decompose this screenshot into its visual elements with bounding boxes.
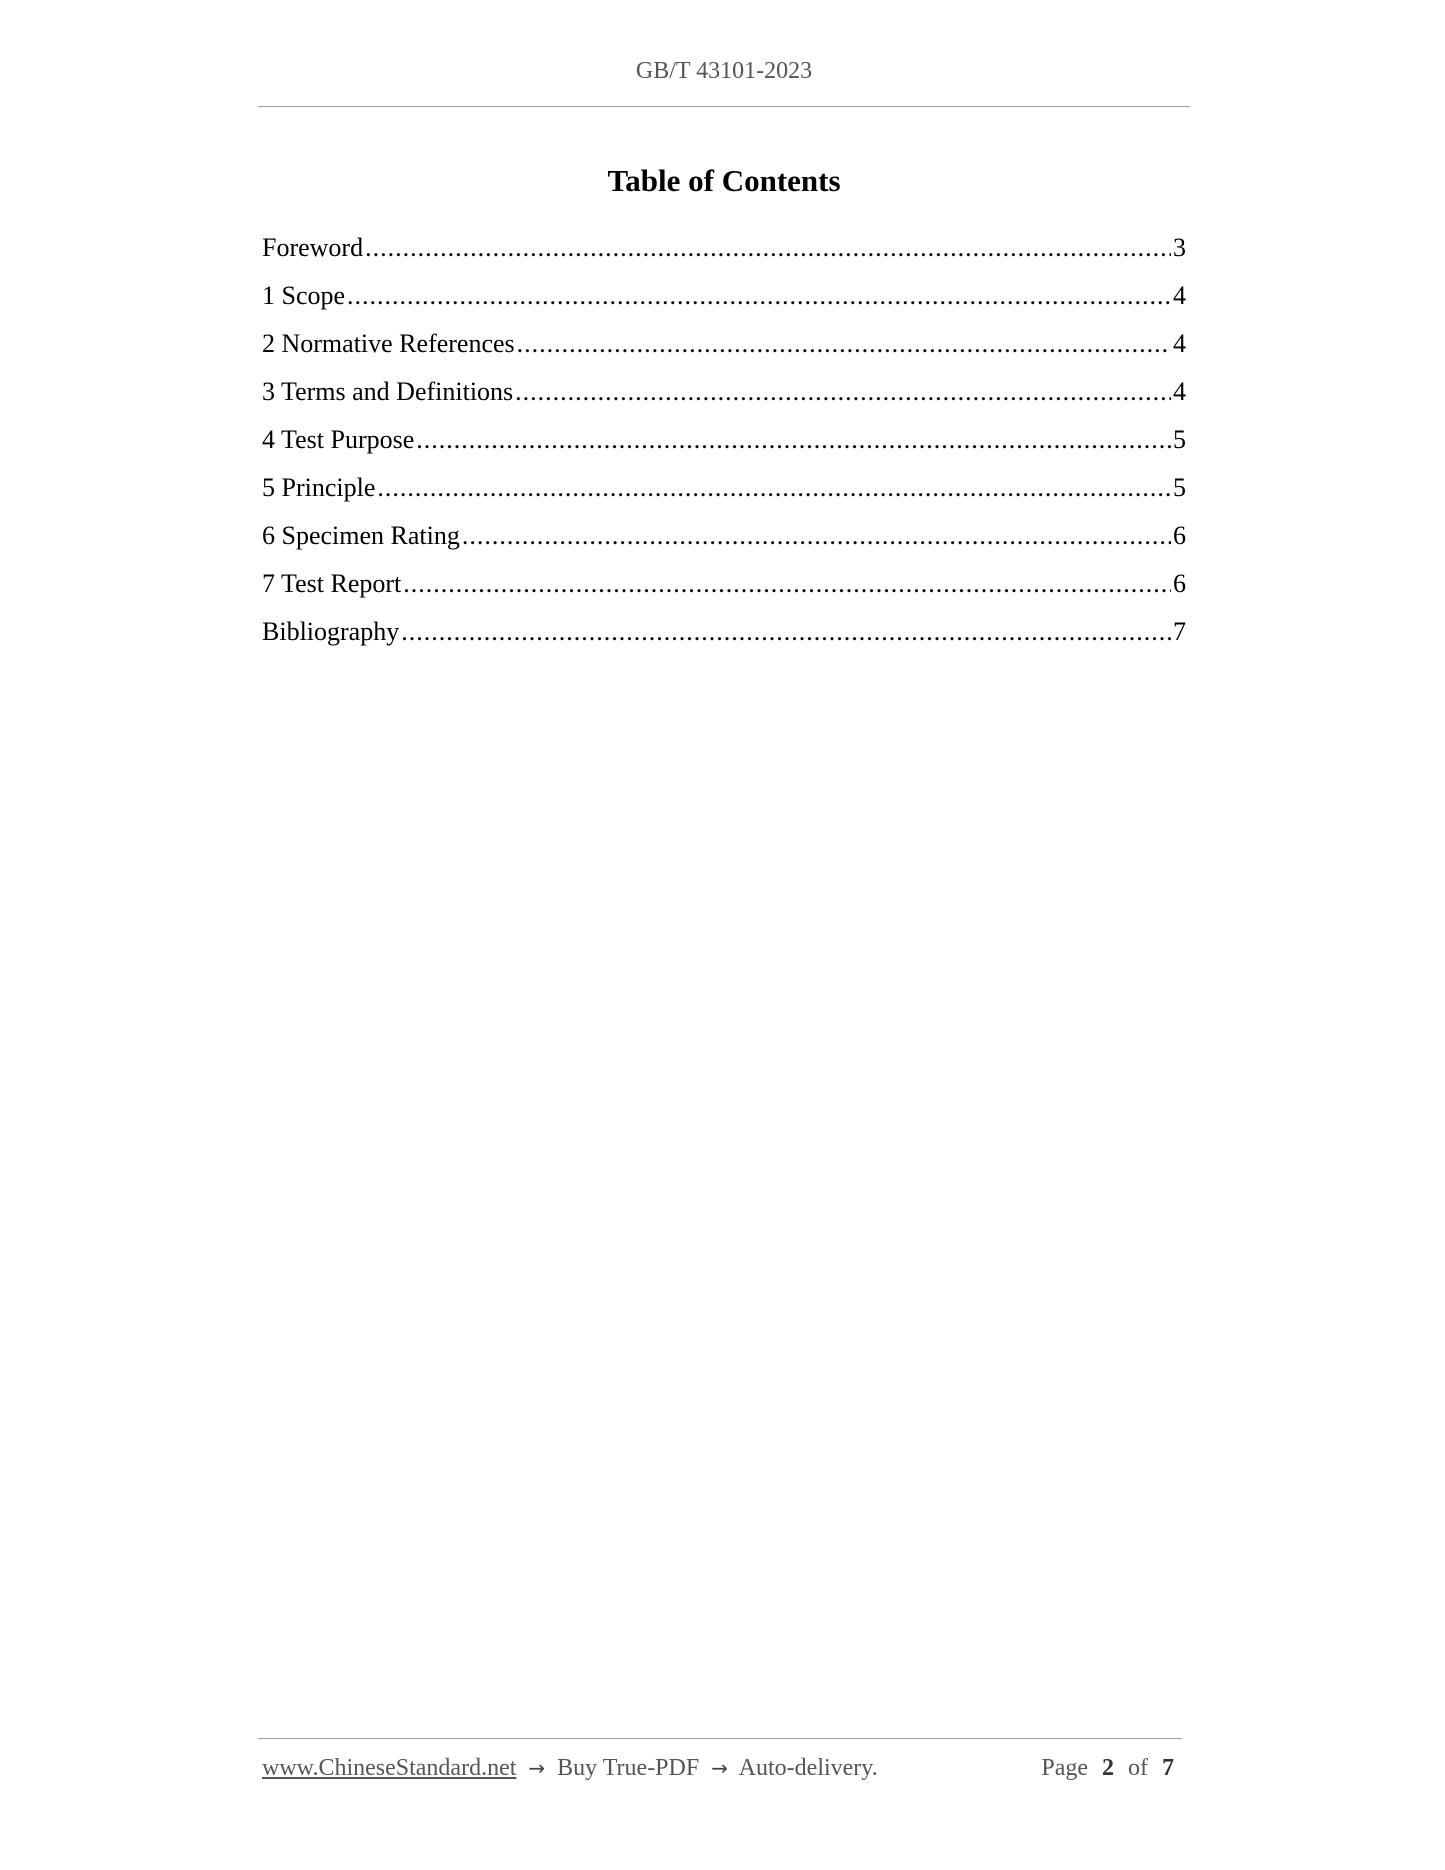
toc-entry-label: 1 Scope	[262, 281, 346, 310]
toc-dot-leader	[515, 374, 1171, 410]
toc-entry-page: 4	[1173, 377, 1186, 406]
toc-entry-page: 4	[1173, 329, 1186, 358]
toc-entry-bibliography[interactable]	[262, 614, 1186, 662]
toc-entry-page: 3	[1173, 233, 1186, 262]
toc-entry-label: Foreword	[262, 233, 364, 262]
toc-dot-leader	[416, 422, 1171, 458]
toc-dot-leader	[401, 614, 1171, 650]
header-divider	[258, 106, 1190, 107]
toc-entry-specimen-rating[interactable]	[262, 518, 1186, 566]
toc-entry-page: 6	[1173, 521, 1186, 550]
toc-entry-terms-and-definitions[interactable]	[262, 374, 1186, 422]
toc-entry-page: 5	[1173, 425, 1186, 454]
toc-entry-label: 2 Normative References	[262, 329, 515, 358]
current-page-number: 2	[1102, 1755, 1114, 1781]
footer-step-buy: Buy True-PDF	[557, 1755, 700, 1781]
page-word: Page	[1041, 1755, 1088, 1781]
toc-entry-page: 5	[1173, 473, 1186, 502]
toc-entry-label: 5 Principle	[262, 473, 376, 502]
toc-entry-label: Bibliography	[262, 617, 400, 646]
right-arrow-icon: →	[528, 1756, 546, 1780]
toc-entry-page: 6	[1173, 569, 1186, 598]
toc-entry-principle[interactable]	[262, 470, 1186, 518]
document-header	[258, 58, 1190, 85]
toc-dot-leader	[462, 518, 1171, 554]
toc-entry-page: 4	[1173, 281, 1186, 310]
website-link[interactable]: www.ChineseStandard.net	[262, 1755, 517, 1781]
toc-entry-page: 7	[1173, 617, 1186, 646]
page-indicator	[1041, 1755, 1182, 1782]
footer-step-delivery: Auto-delivery.	[738, 1755, 878, 1781]
toc-entry-test-purpose[interactable]	[262, 422, 1186, 470]
table-of-contents	[262, 230, 1186, 662]
footer-promo	[262, 1755, 878, 1782]
toc-entry-test-report[interactable]	[262, 566, 1186, 614]
toc-title: Table of Contents	[607, 163, 841, 198]
toc-dot-leader	[377, 470, 1171, 506]
toc-entry-label: 7 Test Report	[262, 569, 402, 598]
toc-entry-scope[interactable]	[262, 278, 1186, 326]
document-footer	[262, 1755, 1182, 1791]
toc-entry-foreword[interactable]	[262, 230, 1186, 278]
toc-entry-label: 3 Terms and Definitions	[262, 377, 514, 406]
toc-dot-leader	[403, 566, 1171, 602]
total-page-count: 7	[1162, 1755, 1174, 1781]
toc-entry-label: 6 Specimen Rating	[262, 521, 460, 550]
toc-dot-leader	[347, 278, 1171, 314]
footer-divider	[258, 1738, 1182, 1739]
right-arrow-icon: →	[711, 1756, 728, 1780]
toc-dot-leader	[517, 326, 1171, 362]
toc-dot-leader	[365, 230, 1171, 266]
toc-entry-label: 4 Test Purpose	[262, 425, 415, 454]
standard-code: GB/T 43101-2023	[635, 58, 813, 84]
of-word: of	[1128, 1755, 1148, 1781]
toc-entry-normative-references[interactable]	[262, 326, 1186, 374]
